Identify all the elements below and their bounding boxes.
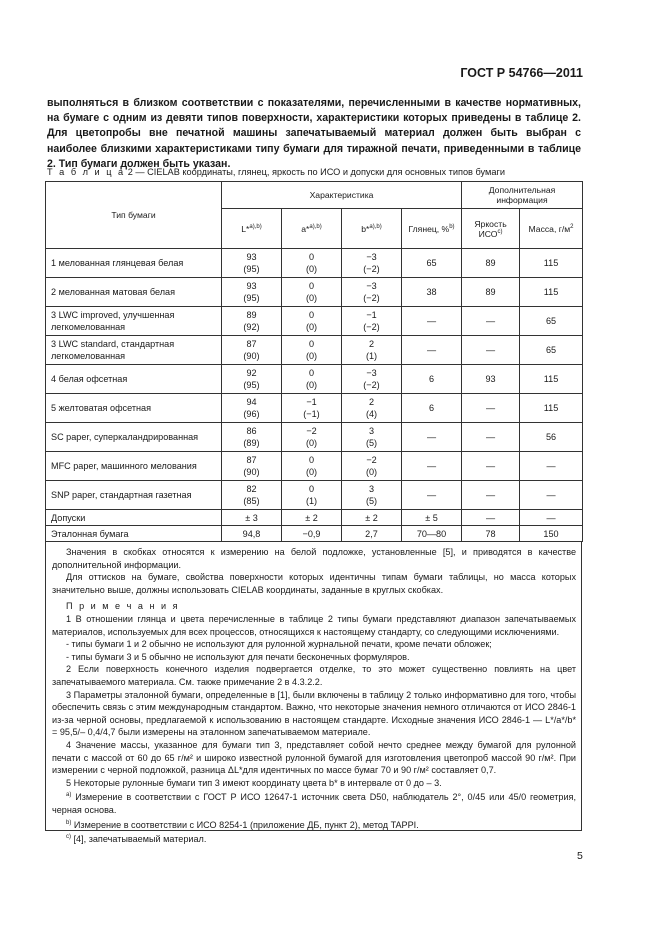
table-row: 3 LWC improved, улучшенная легкомелованная 89 (92) 0 (0) −1 (−2) — — 65 xyxy=(46,307,583,336)
header-gloss: Глянец, %$^{b)}$ xyxy=(402,209,462,249)
page-number: 5 xyxy=(577,850,583,862)
document-header: ГОСТ Р 54766—2011 xyxy=(460,66,583,80)
footnote-b: $^{b)}$ Измерение в соответствии с ИСО 8254-1 (приложение ДБ, пункт 2), метод TAPPI. xyxy=(66,819,419,830)
header-b: b*$^{a),b)}$ xyxy=(342,209,402,249)
caption-prefix: Т а б л и ц а xyxy=(47,167,126,177)
table-row: 2 мелованная матовая белая 93 (95) 0 (0) −3 (−2) 38 89 115 xyxy=(46,278,583,307)
note-item: - типы бумаги 1 и 2 обычно не используют для рулонной журнальной печати, кроме печати обложек; xyxy=(66,639,492,650)
note-item: 4 Значение массы, указанное для бумаги тип 3, представляет собой нечто среднее между бумагой для рулонной печати с массой от 60 до 65 г/м² и широко известной рулонной бумагой для изготовления цветопроб массой 90 г/м². При измерении с черной подложкой, разница ΔL*для идентичных по массе бумаг 70 и 90 г/м² составляет 0,7. xyxy=(52,739,576,776)
reference-row: Эталонная бумага 94,8 −0,9 2,7 70—80 78 150 xyxy=(46,526,583,542)
note-item: 5 Некоторые рулонные бумаги тип 3 имеют координату цвета b* в интервале от 0 до – 3. xyxy=(66,777,442,788)
table-caption xyxy=(47,167,587,177)
header-paper-type: Тип бумаги xyxy=(46,182,222,249)
note-item: 2 Если поверхность конечного изделия подвергается отделке, то это может существенно повлиять на цвет запечатываемого материала. См. также примечание 2 в 4.3.2.2. xyxy=(52,664,576,687)
tolerances-row: Допуски ± 3 ± 2 ± 2 ± 5 — — xyxy=(46,510,583,526)
header-a: a*$^{a),b)}$ xyxy=(282,209,342,249)
note-paragraph: Значения в скобках относятся к измерению на белой подложке, установленные [5], и приводятся в качестве дополнительной информации. xyxy=(52,547,576,570)
paper-types-table xyxy=(45,181,583,542)
table-row: 3 LWC standard, стандартная легкомелованная 87 (90) 0 (0) 2 (1) — — 65 xyxy=(46,336,583,365)
table-row: 5 желтоватая офсетная 94 (96) −1 (−1) 2 (4) 6 — 115 xyxy=(46,394,583,423)
table-notes xyxy=(52,546,576,846)
note-item: - типы бумаги 3 и 5 обычно не используют для печати бесконечных формуляров. xyxy=(66,651,410,662)
header-characteristics: Характеристика xyxy=(222,182,462,209)
intro-paragraph: выполняться в близком соответствии с показателями, перечисленными в качестве нормативных, на бумаге с одним из девяти типов поверхности, характеристики которых приведены в таблице 2. Для цветопробы вне печатной машины запечатываемый материал должен быть выбран с наиболее близкими характеристиками типу бумаги для тиражной печати, приведенными в таблице 2. Тип бумаги должен быть указан. xyxy=(47,97,581,170)
header-mass: Масса, $г/м^2$ xyxy=(520,209,583,249)
header-brightness: Яркость ИСО$^{c)}$ xyxy=(462,209,520,249)
table-row: SC paper, суперкаландрированная 86 (89) −2 (0) 3 (5) — — 56 xyxy=(46,423,583,452)
footnote-a: $^{a)}$ Измерение в соответствии с ГОСТ Р ИСО 12647-1 источник света D50, наблюдатель 2°, 0/45 или 45/0 геометрия, черная основа. xyxy=(52,792,576,815)
note-item: 1 В отношении глянца и цвета перечисленные в таблице 2 типы бумаги представляют диапазон запечатываемых материалов, используемых для всех процессов, относящихся к настоящему стандарту, со следующими исключениями. xyxy=(52,613,576,637)
table-row: SNP paper, стандартная газетная 82 (85) 0 (1) 3 (5) — — — xyxy=(46,481,583,510)
header-additional: Дополнительная информация xyxy=(462,182,583,209)
note-item: 3 Параметры эталонной бумаги, определенные в [1], были включены в таблицу 2 только информативно для того, чтобы обеспечить связь с этим международным стандартом. Важно, что некоторые значения немного отличаются от ИСО 2846-1 из-за черной основы, предлагаемой к использованию в настоящем стандарте. Исходные значения ИСО 2846-1 — L*/a*/b* = 95,5/– 0,4/4,7 были измерены на эталонном запечатываемом материале. xyxy=(52,689,576,738)
header-L: L*$^{a),b)}$ xyxy=(222,209,282,249)
table-row: 4 белая офсетная 92 (95) 0 (0) −3 (−2) 6 93 115 xyxy=(46,365,583,394)
table-row: 1 мелованная глянцевая белая 93 (95) 0 (0) −3 (−2) 65 89 115 xyxy=(46,249,583,278)
notes-title: П р и м е ч а н и я xyxy=(66,601,180,612)
caption-text: 2 — CIELAB координаты, глянец, яркость по ИСО и допуски для основных типов бумаги xyxy=(127,167,505,177)
footnote-c: $^{c)}$ [4], запечатываемый материал. xyxy=(66,834,207,845)
note-paragraph: Для оттисков на бумаге, свойства поверхности которых идентичны типам бумаги таблицы, но масса которых значительно выше, должны использовать CIELAB координаты, заданные в круглых скобках. xyxy=(52,572,576,595)
table-row: MFC paper, машинного мелования 87 (90) 0 (0) −2 (0) — — — xyxy=(46,452,583,481)
